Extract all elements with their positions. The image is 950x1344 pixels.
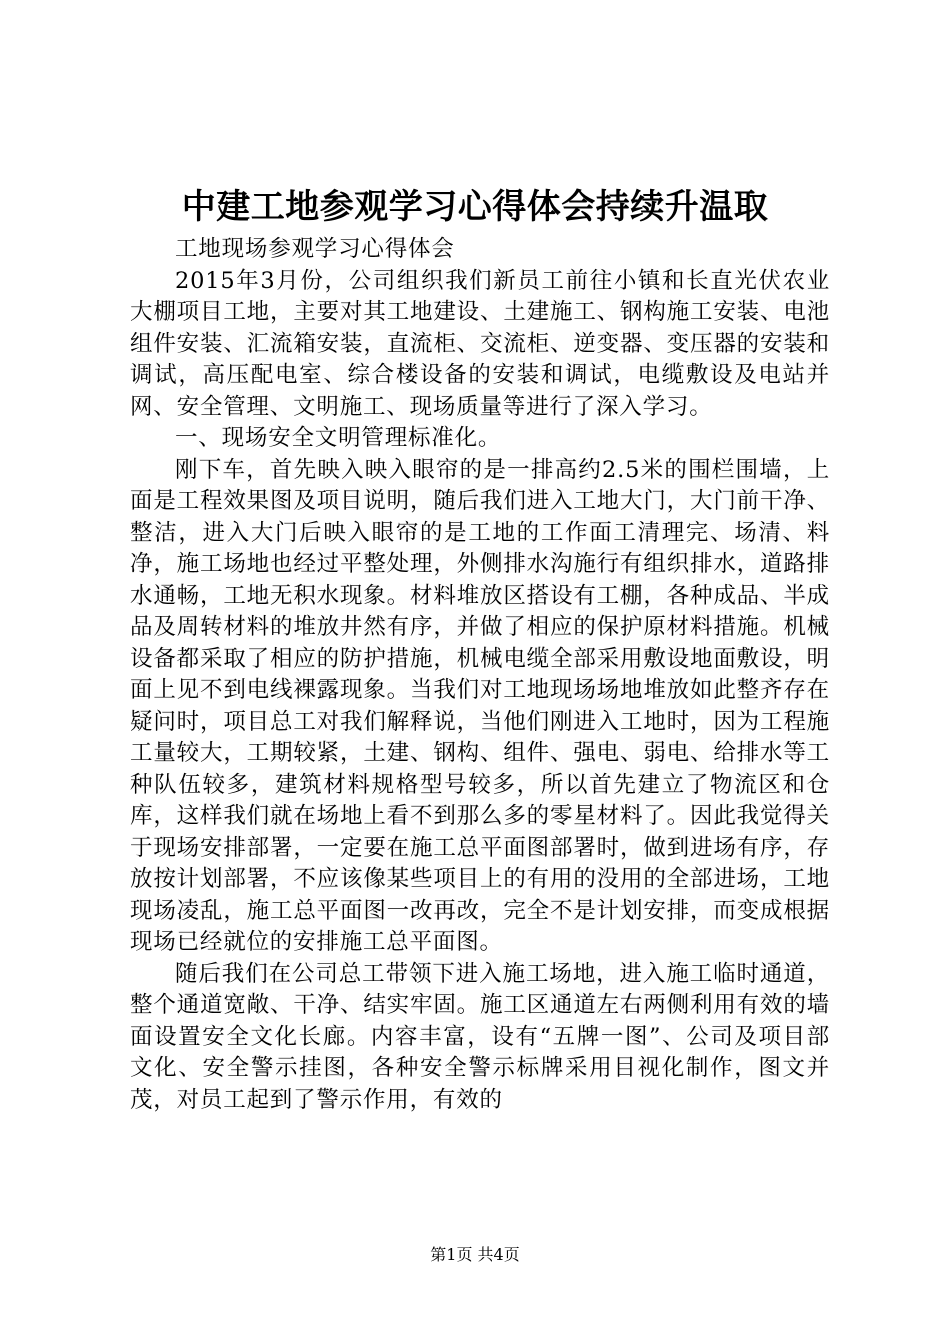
page-number-footer: 第1页 共4页 xyxy=(430,1245,520,1264)
body-paragraph: 随后我们在公司总工带领下进入施工场地，进入施工临时通道，整个通道宽敞、干净、结实牢固。施工区通道左右两侧利用有效的墙面设置安全文化长廊。内容丰富，设有“五牌一图”、公司及项目部文化、安全警示挂图，各种安全警示标牌采用目视化制作，图文并茂，对员工起到了警示作用，有效的 xyxy=(130,960,830,1113)
document-body xyxy=(130,234,830,1116)
section-heading: 一、现场安全文明管理标准化。 xyxy=(175,425,502,451)
body-paragraph: 2015年3月份，公司组织我们新员工前往小镇和长直光伏农业大棚项目工地，主要对其工地建设、土建施工、钢构施工安装、电池组件安装、汇流箱安装，直流柜、交流柜、逆变器、变压器的安装和调试，高压配电室、综合楼设备的安装和调试，电缆敷设及电站并网、安全管理、文明施工、现场质量等进行了深入学习。 xyxy=(130,267,830,420)
body-paragraph: 刚下车，首先映入映入眼帘的是一排高约2.5米的围栏围墙，上面是工程效果图及项目说明，随后我们进入工地大门，大门前干净、整洁，进入大门后映入眼帘的是工地的工作面工清理完、场清、料净，施工场地也经过平整处理，外侧排水沟施行有组织排水，道路排水通畅，工地无积水现象。材料堆放区搭设有工棚，各种成品、半成品及周转材料的堆放井然有序，并做了相应的保护原材料措施。机械设备都采取了相应的防护措施，机械电缆全部采用敷设地面敷设，明面上见不到电线裸露现象。当我们对工地现场场地堆放如此整齐存在疑问时，项目总工对我们解释说，当他们刚进入工地时，因为工程施工量较大，工期较紧，土建、钢构、组件、强电、弱电、给排水等工种队伍较多，建筑材料规格型号较多，所以首先建立了物流区和仓库，这样我们就在场地上看不到那么多的零星材料了。因此我觉得关于现场安排部署，一定要在施工总平面图部署时，做到进场有序，存放按计划部署，不应该像某些项目上的有用的没用的全部进场，工地现场凌乱，施工总平面图一改再改，完全不是计划安排，而变成根据现场已经就位的安排施工总平面图。 xyxy=(130,456,830,955)
document-title: 中建工地参观学习心得体会持续升温取 xyxy=(181,187,769,227)
subtitle-paragraph: 工地现场参观学习心得体会 xyxy=(175,236,455,262)
